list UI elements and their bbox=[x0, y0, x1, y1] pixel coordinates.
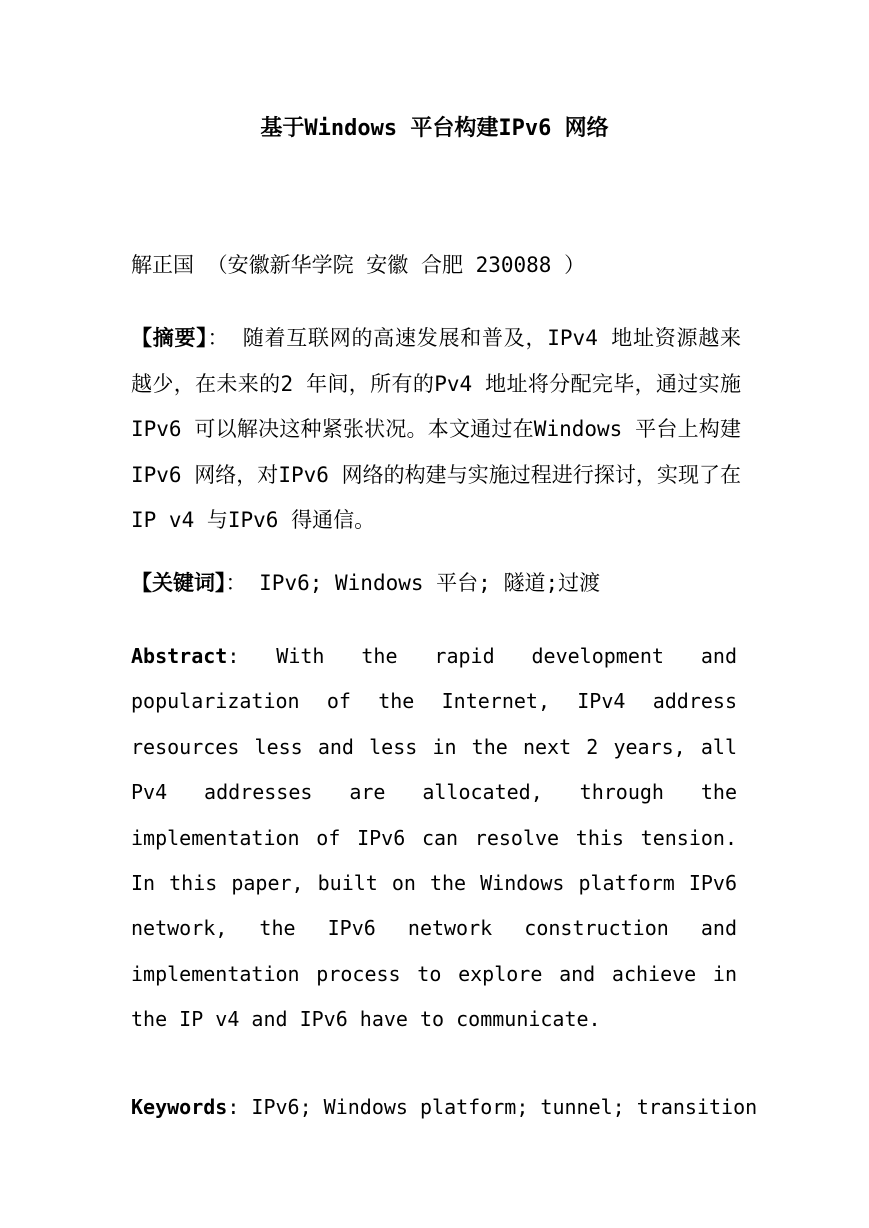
english-keywords-separator: : bbox=[227, 1095, 240, 1119]
english-keywords-label: Keywords bbox=[131, 1095, 228, 1119]
author-name: 解正国 bbox=[131, 253, 194, 277]
english-keywords bbox=[131, 1090, 758, 1124]
chinese-keywords bbox=[131, 566, 741, 600]
chinese-keywords-text: IPv6; Windows 平台; 隧道;过渡 bbox=[259, 571, 601, 595]
english-abstract-separator: : bbox=[227, 644, 240, 668]
paper-title: 基于Windows 平台构建IPv6 网络 bbox=[260, 116, 609, 141]
chinese-abstract-text: 随着互联网的高速发展和普及，IPv4 地址资源越来越少，在未来的2 年间，所有的Pv4 地址将分配完毕，通过实施IPv6 可以解决这种紧张状况。本文通过在Windows 平台上构建IPv6 网络，对IPv6 网络的构建与实施过程进行探讨，实现了在IP v4 与IPv6 得通信。 bbox=[131, 326, 742, 532]
chinese-keywords-label: 【关键词】 bbox=[131, 571, 226, 595]
chinese-abstract bbox=[131, 316, 741, 544]
chinese-abstract-label: 【摘要】 bbox=[131, 326, 208, 350]
english-keywords-text: IPv6; Windows platform; tunnel; transition bbox=[251, 1095, 758, 1119]
english-abstract-text: With the rapid development and popularization of the Internet, IPv4 address resources less and less in the next 2 years, all Pv4 addresses are allocated, through the implementation of IPv6 can resolve this tension. In this paper, built on the Windows platform IPv6 network, the IPv6 network construction and implementation process to explore and achieve in the IP v4 and IPv6 have to communicate. bbox=[131, 644, 738, 1032]
author-line bbox=[131, 250, 741, 280]
english-abstract bbox=[131, 634, 737, 1043]
author-affiliation: （安徽新华学院 安徽 合肥 230088 ） bbox=[206, 253, 586, 277]
english-abstract-label: Abstract bbox=[131, 644, 228, 668]
chinese-abstract-separator: ： bbox=[207, 326, 230, 350]
chinese-keywords-separator: ： bbox=[225, 571, 247, 595]
